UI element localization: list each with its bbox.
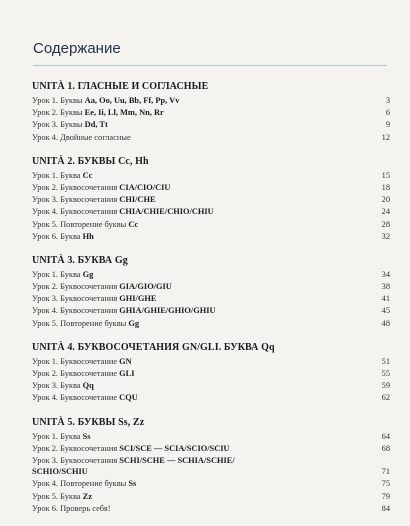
page-number: 12 xyxy=(381,132,390,142)
page-number: 62 xyxy=(381,393,390,403)
lesson-entry[interactable] xyxy=(32,503,390,515)
lesson-letters: CHI/CHE xyxy=(119,195,156,205)
lesson-entry[interactable] xyxy=(32,132,390,144)
page-number: 15 xyxy=(381,170,390,180)
lesson-entry[interactable] xyxy=(32,392,390,404)
lesson-label xyxy=(32,231,94,243)
lesson-letters: Hh xyxy=(82,231,94,241)
page-number: 20 xyxy=(381,195,390,205)
lesson-entry[interactable] xyxy=(32,182,390,194)
page-number: 71 xyxy=(381,467,390,477)
lesson-letters: Cc xyxy=(82,170,93,180)
page-number: 3 xyxy=(385,96,390,105)
unit-title: UNITÀ 4. БУКВОСОЧЕТАНИЯ GN/GLI. БУКВА Qq xyxy=(32,341,275,353)
lesson-prefix: Урок 1. Буквосочетание xyxy=(32,356,120,366)
lesson-entry[interactable] xyxy=(32,305,390,317)
page-number: 79 xyxy=(381,491,390,501)
lesson-label xyxy=(32,281,172,293)
lesson-letters: SCHI/SCHE — SCHIA/SCHIE/ xyxy=(119,455,235,465)
lesson-entry[interactable] xyxy=(32,491,390,503)
lesson-prefix: Урок 1. Буквы xyxy=(32,96,85,105)
lesson-letters: Zz xyxy=(82,491,92,501)
lesson-label xyxy=(32,107,164,119)
lesson-prefix: Урок 2. Буквосочетания xyxy=(32,182,120,192)
lesson-entry[interactable] xyxy=(32,119,390,131)
lesson-letters: GHIA/GHIE/GHIO/GHIU xyxy=(119,306,216,316)
unit-title: UNITÀ 5. БУКВЫ Ss, Zz xyxy=(32,416,145,428)
page-number: 28 xyxy=(381,219,390,229)
page-title: Содержание xyxy=(33,40,121,57)
lesson-prefix: Урок 4. Буквосочетание xyxy=(32,393,120,403)
lesson-prefix: Урок 2. Буквосочетание xyxy=(32,369,120,378)
lesson-letters: SCI/SCE — SCIA/SCIO/SCIU xyxy=(119,443,230,453)
page-number: 51 xyxy=(381,356,390,366)
lesson-label xyxy=(32,269,93,281)
page-number: 6 xyxy=(385,108,390,118)
lesson-prefix: Урок 3. Буквосочетания xyxy=(32,294,120,304)
lesson-letters: Qq xyxy=(82,381,94,391)
lesson-letters: GLI xyxy=(119,369,135,378)
lesson-entry[interactable] xyxy=(32,206,390,218)
unit-title: UNITÀ 1. ГЛАСНЫЕ И СОГЛАСНЫЕ xyxy=(32,81,209,92)
page-number: 48 xyxy=(381,318,390,328)
lesson-entry[interactable] xyxy=(32,231,390,243)
lesson-label xyxy=(32,305,216,317)
lesson-entry[interactable] xyxy=(32,318,390,330)
page-number: 41 xyxy=(381,294,390,304)
lesson-prefix: Урок 3. Буквы xyxy=(32,120,85,130)
lesson-prefix: Урок 2. Буквосочетания xyxy=(32,282,120,292)
lesson-entry[interactable] xyxy=(32,269,390,281)
lesson-letters: GHI/GHE xyxy=(119,294,157,304)
lesson-prefix: Урок 2. Буквы xyxy=(32,108,85,118)
page-number: 18 xyxy=(381,182,390,192)
lesson-letters: Dd, Tt xyxy=(84,120,108,130)
lesson-letters: Ss xyxy=(82,431,91,441)
lesson-entry[interactable] xyxy=(32,431,390,443)
lesson-entry[interactable] xyxy=(32,356,390,368)
lesson-prefix: Урок 5. Повторение буквы xyxy=(32,219,129,229)
lesson-prefix: Урок 4. Буквосочетания xyxy=(32,207,120,217)
lesson-letters: Cc xyxy=(128,219,139,229)
lesson-letters: Gg xyxy=(128,318,140,328)
unit-section xyxy=(32,341,390,405)
page-number: 38 xyxy=(381,282,390,292)
lesson-prefix: Урок 3. Буквосочетания xyxy=(32,455,120,465)
lesson-label xyxy=(32,293,157,305)
lesson-letters: Aa, Oo, Uu, Bb, Ff, Pp, Vv xyxy=(84,96,180,105)
lesson-letters: Ee, Ii, Ll, Mm, Nn, Rr xyxy=(84,108,164,118)
lesson-label xyxy=(32,219,138,231)
lesson-label xyxy=(32,356,132,368)
lesson-label xyxy=(32,380,94,392)
unit-section xyxy=(32,155,390,243)
lesson-label xyxy=(32,503,110,515)
page-number: 45 xyxy=(381,306,390,316)
page-number: 32 xyxy=(381,231,390,241)
lesson-entry[interactable] xyxy=(32,380,390,392)
lesson-letters: CIA/CIO/CIU xyxy=(119,182,171,192)
page-number: 75 xyxy=(381,479,390,489)
lesson-entry[interactable] xyxy=(32,293,390,305)
lesson-prefix: Урок 1. Буква xyxy=(32,431,83,441)
lesson-label xyxy=(32,431,91,443)
lesson-entry[interactable] xyxy=(32,443,390,455)
lesson-letters: Gg xyxy=(82,269,94,279)
lesson-label xyxy=(32,443,230,455)
lesson-entry[interactable] xyxy=(32,219,390,231)
unit-section xyxy=(32,254,390,330)
lesson-letters: GN xyxy=(119,356,132,366)
lesson-prefix: Урок 6. Проверь себя! xyxy=(32,503,111,513)
lesson-letters: Ss xyxy=(128,479,137,489)
page-number: 34 xyxy=(381,269,390,279)
lesson-label xyxy=(32,95,179,107)
lesson-prefix: Урок 4. Повторение буквы xyxy=(32,479,129,489)
lesson-entry[interactable] xyxy=(32,368,390,380)
lesson-label xyxy=(32,194,156,206)
page-number: 24 xyxy=(381,207,390,217)
lesson-prefix: Урок 5. Буква xyxy=(32,491,83,501)
lesson-prefix: Урок 3. Буквосочетания xyxy=(32,195,120,205)
lesson-entry[interactable] xyxy=(32,170,390,182)
page-number: 9 xyxy=(385,120,390,130)
lesson-letters: SCHIO/SCHIU xyxy=(32,467,88,477)
lesson-label xyxy=(32,491,92,503)
page-number: 59 xyxy=(381,381,390,391)
lesson-entry[interactable] xyxy=(32,478,390,490)
lesson-prefix: Урок 1. Буква xyxy=(32,170,83,180)
table-of-contents xyxy=(32,80,390,526)
lesson-entry[interactable] xyxy=(32,466,390,478)
lesson-label xyxy=(32,206,214,218)
lesson-prefix: Урок 4. Буквосочетания xyxy=(32,306,120,316)
lesson-label xyxy=(32,466,88,478)
unit-section xyxy=(32,80,390,144)
lesson-label xyxy=(32,368,135,380)
page-number: 55 xyxy=(381,369,390,378)
unit-title: UNITÀ 3. БУКВА Gg xyxy=(32,254,128,266)
page-number: 64 xyxy=(381,431,390,441)
lesson-label xyxy=(32,170,92,182)
lesson-letters: CHIA/CHIE/CHIO/CHIU xyxy=(119,207,214,217)
lesson-letters: GIA/GIO/GIU xyxy=(119,282,172,292)
unit-section xyxy=(32,416,390,515)
lesson-label xyxy=(32,119,108,131)
lesson-entry[interactable] xyxy=(32,107,390,119)
lesson-label xyxy=(32,182,170,194)
lesson-label xyxy=(32,132,131,144)
lesson-entry[interactable] xyxy=(32,194,390,206)
lesson-entry[interactable] xyxy=(32,281,390,293)
lesson-label xyxy=(32,478,136,490)
title-divider xyxy=(33,65,387,66)
lesson-prefix: Урок 6. Буква xyxy=(32,231,83,241)
lesson-prefix: Урок 4. Двойные согласные xyxy=(32,132,131,142)
lesson-prefix: Урок 1. Буква xyxy=(32,269,83,279)
lesson-label xyxy=(32,392,138,404)
lesson-prefix: Урок 2. Буквосочетания xyxy=(32,443,120,453)
lesson-prefix: Урок 5. Повторение буквы xyxy=(32,318,129,328)
lesson-prefix: Урок 3. Буква xyxy=(32,381,83,391)
lesson-label xyxy=(32,318,139,330)
lesson-letters: CQU xyxy=(119,393,138,403)
page-number: 84 xyxy=(381,503,390,513)
lesson-entry[interactable] xyxy=(32,95,390,107)
unit-title: UNITÀ 2. БУКВЫ Cc, Hh xyxy=(32,155,149,167)
page-number: 68 xyxy=(381,443,390,453)
